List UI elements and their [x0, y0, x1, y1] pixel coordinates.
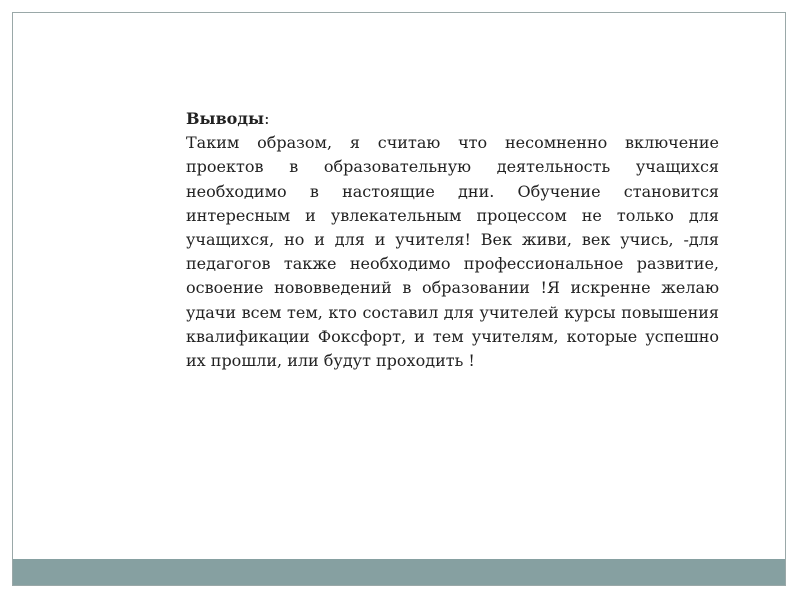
conclusions-body: Таким образом, я считаю что несомненно включение проектов в образовательную деятельность учащихся необходимо в настоящие дни. Обучение становится интересным и увлекательным процессом не только для учащихся, но и для и учителя! Век живи, век учись, -для педагогов также необходимо профессиональное развитие, освоение нововведений в образовании !Я искренне желаю удачи всем тем, кто составил для учителей курсы повышения квалификации Фоксфорт, и тем учителям, которые успешно их прошли, или будут проходить !	[186, 133, 719, 371]
heading-colon: :	[264, 109, 270, 128]
conclusions-heading	[186, 107, 719, 131]
conclusions-text-block	[186, 107, 719, 373]
heading-label: Выводы	[186, 109, 265, 128]
footer-bar	[13, 559, 785, 585]
